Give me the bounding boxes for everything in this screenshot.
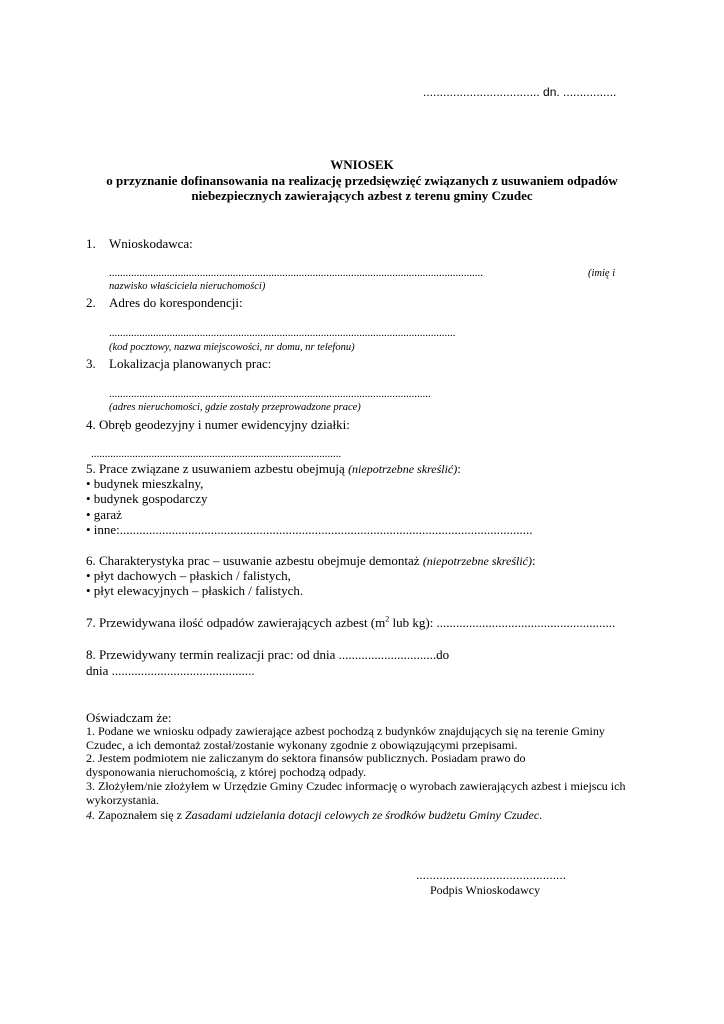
declaration-4-end: . (539, 808, 543, 822)
item6-label-row (86, 554, 536, 569)
item2-number: 2. (86, 295, 96, 310)
place-date-line: ................................... dn. ................ (423, 85, 617, 99)
declaration-1b: Czudec, a ich demontaż został/zostanie wykonany zgodnie z obowiązującymi przepisami. (86, 738, 518, 752)
declaration-heading: Oświadczam że: (86, 710, 172, 725)
item5-colon: : (457, 461, 461, 476)
item7-label-b: lub kg): ....................................................... (389, 615, 616, 630)
declaration-4-text: Zapoznałem się z (95, 808, 185, 822)
declaration-4-number: 4. (86, 808, 95, 822)
item5-hint: (niepotrzebne skreślić) (348, 462, 458, 476)
item2-fill-line[interactable]: .............................................................................................................................. (109, 327, 456, 339)
declaration-4 (86, 809, 542, 823)
item1-number: 1. (86, 236, 96, 251)
item2-hint: (kod pocztowy, nazwa miejscowości, nr domu, nr telefonu) (109, 342, 355, 353)
item7-row[interactable] (86, 616, 615, 631)
item7-superscript: 2 (385, 614, 390, 624)
declaration-3a: 3. Złożyłem/nie złożyłem w Urzędzie Gminy Czudec informację o wyrobach zawierających azbest i miejscu ich (86, 779, 626, 793)
item5-option-garage[interactable]: • garaż (86, 507, 122, 522)
document-title: WNIOSEK (330, 157, 394, 172)
item3-number: 3. (86, 356, 96, 371)
declaration-1a: 1. Podane we wniosku odpady zawierające azbest pochodzą z budynków znajdujących się na terenie Gminy (86, 724, 605, 738)
item7-label-a: 7. Przewidywana ilość odpadów zawierających azbest (m (86, 615, 386, 630)
item2-label: Adres do korespondencji: (109, 295, 243, 310)
document-subtitle-line1: o przyznanie dofinansowania na realizację przedsięwzięć związanych z usuwaniem odpadów (106, 173, 618, 188)
item1-hint-b: nazwisko właściciela nieruchomości) (109, 281, 266, 292)
declaration-3b: wykorzystania. (86, 793, 159, 807)
item1-label: Wnioskodawca: (109, 236, 193, 251)
signature-line[interactable]: ............................................. (416, 868, 567, 882)
item6-hint: (niepotrzebne skreślić) (422, 554, 533, 568)
item6-colon: : (532, 553, 536, 568)
item8-line2[interactable]: dnia ............................................ (86, 663, 255, 678)
signature-label: Podpis Wnioskodawcy (430, 883, 541, 897)
item5-option-residential[interactable]: • budynek mieszkalny, (86, 476, 204, 491)
item5-option-farm-building[interactable]: • budynek gospodarczy (86, 491, 208, 506)
item5-option-other[interactable]: • inne:............................................................................................................................... (86, 522, 533, 537)
item6-label: 6. Charakterystyka prac – usuwanie azbestu obejmuje demontaż (86, 553, 420, 568)
item1-hint-a: (imię i (588, 268, 616, 279)
document-subtitle-line2: niebezpiecznych zawierających azbest z terenu gminy Czudec (191, 188, 533, 203)
declaration-4-rules-title: Zasadami udzielania dotacji celowych ze środków budżetu Gminy Czudec (184, 808, 540, 822)
item4-fill-line[interactable]: ........................................................................................... (91, 448, 342, 460)
item3-hint: (adres nieruchomości, gdzie zostały przeprowadzone prace) (109, 402, 361, 413)
item5-label-row (86, 462, 461, 477)
item6-option-facade-panels[interactable]: • płyt elewacyjnych – płaskich / falistych. (86, 583, 304, 598)
item3-label: Lokalizacja planowanych prac: (109, 356, 272, 371)
item8-line1[interactable]: 8. Przewidywany termin realizacji prac: od dnia ..............................do (86, 647, 450, 662)
item5-label: 5. Prace związane z usuwaniem azbestu obejmują (86, 461, 345, 476)
declaration-2b: dysponowania nieruchomością, z której pochodzą odpady. (86, 765, 367, 779)
item4-label: 4. Obręb geodezyjny i numer ewidencyjny działki: (86, 417, 350, 432)
item3-fill-line[interactable]: ..................................................................................................................... (109, 388, 431, 400)
declaration-2a: 2. Jestem podmiotem nie zaliczanym do sektora finansów publicznych. Posiadam prawo do (86, 751, 526, 765)
item1-fill-line[interactable]: ........................................................................................................................................ (109, 267, 483, 279)
item6-option-roof-panels[interactable]: • płyt dachowych – płaskich / falistych, (86, 568, 291, 583)
